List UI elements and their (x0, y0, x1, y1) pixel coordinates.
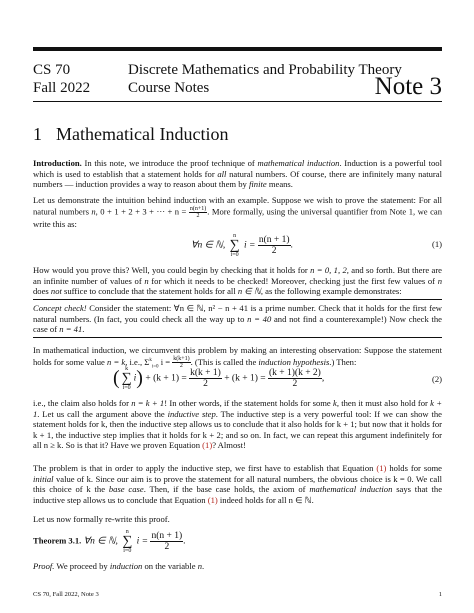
rewrite-paragraph: Let us now formally re-write this proof. (33, 514, 170, 524)
proof-start: Proof. We proceed by induction on the variable n. (33, 561, 205, 571)
intro-paragraph: Introduction. In this note, we introduce the proof technique of mathematical induction. Induction is a powerful tool which is used to establish that a statement holds for all natural numbers. Of course, there are infinitely many natural numbers — induction provides a way to reason about them by finite means. (33, 158, 442, 190)
header-top-rule (33, 47, 442, 51)
equation-1-fraction: $\frac{n(n + 1)}{2}$ (258, 235, 290, 256)
section-number: 1 (33, 124, 42, 144)
concept-check-bottom-rule (33, 337, 442, 338)
equation-1-reference[interactable]: (1) (207, 494, 218, 505)
page-number: 1 (438, 591, 442, 598)
induction-hypothesis-paragraph: In mathematical induction, we circumvent this problem by making an interesting observation: Suppose the statement holds for some value n = k, i.e., $\Sigma^k_{i=0}$ i = $\frac{k(k+1)}{2}$ . (This is called the induction hypothesis.) Then: (33, 345, 442, 370)
course-subtitle: Course Notes (128, 80, 210, 96)
concept-check-top-rule (33, 299, 442, 300)
sum-symbol: n ∑ i=0 (229, 233, 240, 258)
sum-symbol: n ∑ i=0 (122, 529, 133, 554)
inline-fraction: $\frac{n(n+1)}{2}$ (189, 205, 207, 219)
theorem-3-1: Theorem 3.1. ∀n ∈ ℕ, n ∑ i=0 i = $\frac{n(n + 1)}{2}$ . (33, 529, 186, 554)
course-term: Fall 2022 (33, 80, 91, 96)
equation-2-number: (2) (431, 374, 442, 384)
concept-check: Concept check! Consider the statement: ∀n ∈ ℕ, n² − n + 41 is a prime number. Check that it holds for the first few natural numbers. (In fact, you could check all the way up to n = 40 and not find a counterexample!) Now check the case of n = 41. (33, 303, 442, 335)
course-code: CS 70 (33, 62, 71, 78)
base-case-paragraph: The problem is that in order to apply the inductive step, we first have to establish that Equation (1) holds for some initial value of k. Since our aim is to prove the statement for all natural numbers, the obvious choice is k = 0. We call this choice of k the base case. Then, if the base case holds, the axiom of mathematical induction says that the inductive step allows us to conclude that Equation (1) indeed holds for all n ∈ ℕ. (33, 463, 443, 505)
section-title: Mathematical Induction (56, 124, 229, 144)
verification-paragraph: How would you prove this? Well, you could begin by checking that it holds for n = 0, 1, 2, and so forth. But there are an infinite number of values of n for which it needs to be checked! Moreover, checking just the first few values of n does not suffice to conclude that the statement holds for all n ∈ ℕ, as the following example demonstrates: (33, 265, 442, 297)
equation-1-reference[interactable]: (1) (202, 440, 213, 451)
header-bottom-rule (33, 101, 442, 102)
equation-1: ∀n ∈ ℕ, n ∑ i=0 i = $\frac{n(n + 1)}{2}$ . (1) (191, 233, 442, 258)
equation-1-reference[interactable]: (1) (376, 463, 387, 473)
proof-label: Proof. (33, 561, 55, 571)
equation-1-number: (1) (431, 239, 442, 249)
concept-check-lead: Concept check! (33, 303, 87, 313)
inductive-step-paragraph: i.e., the claim also holds for n = k + 1! In other words, if the statement holds for some k, then it must also hold for k + 1. Let us call the argument above the inductive step. The inductive step is a very powerful tool: If we can show the statement holds for k, then the inductive step allows us to conclude that it also holds for k + 1; but now that it holds for k + 1, the inductive step implies that it holds for k + 2; and so on. In fact, we can repeat this argument indefinitely for all n ≥ k. So is that it? Have we proven Equation (1)? Almost! (33, 398, 443, 451)
intro-lead: Introduction. (33, 158, 82, 168)
note-number: Note 3 (374, 73, 442, 100)
section-heading (33, 124, 228, 145)
sum-symbol: k ∑ i=0 (121, 366, 132, 391)
equation-2: ( k ∑ i=0i) + (k + 1) = $\frac{k(k + 1)}{2}$ + (k + 1) = $\frac{(k + 1)(k + 2)}{2}$ , (2) (113, 366, 442, 391)
theorem-label: Theorem 3.1. (33, 535, 82, 546)
footer-label: CS 70, Fall 2022, Note 3 (33, 591, 99, 598)
example-paragraph: Let us demonstrate the intuition behind induction with an example. Suppose we wish to prove the statement: For all natural numbers n, 0 + 1 + 2 + 3 + ··· + n = $\frac{n(n+1)}{2}$ . More formally, using the universal quantifier from Note 1, we can write this as: (33, 195, 443, 229)
course-title: Discrete Mathematics and Probability Theory (128, 62, 402, 78)
